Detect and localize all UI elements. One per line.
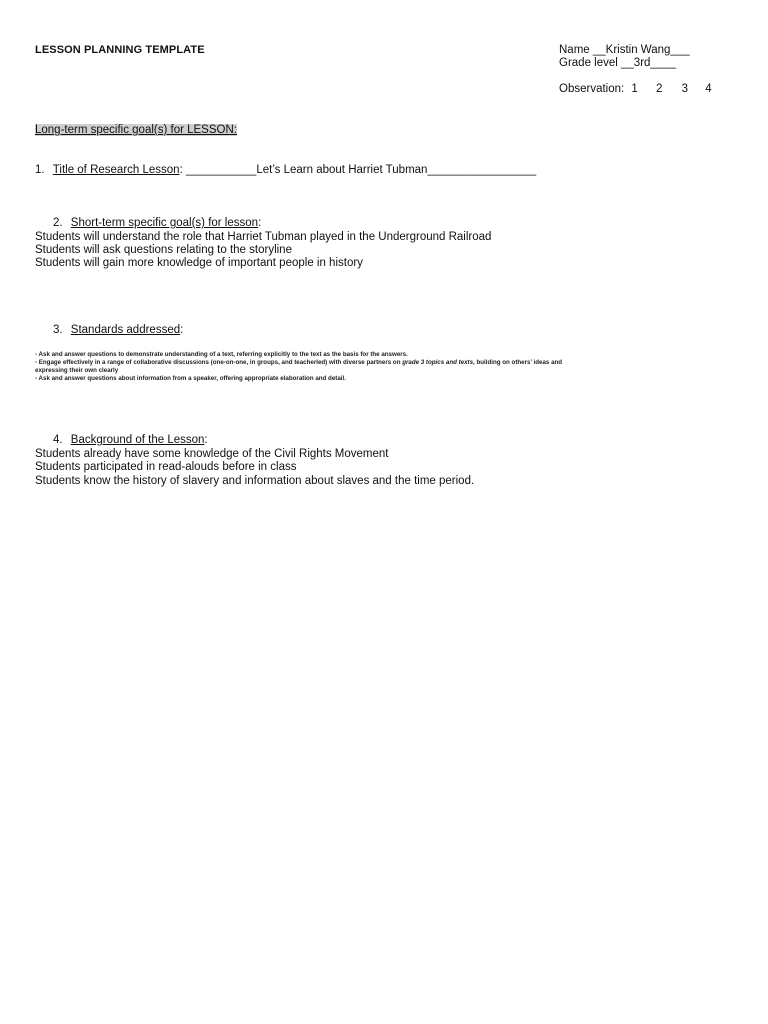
observation-option-4: 4 — [705, 83, 712, 95]
observation-option-1: 1 — [631, 83, 638, 95]
long-term-goal-heading-text: Long-term specific goal(s) for LESSON: — [35, 124, 237, 136]
standard-2-text-a: - Engage effectively in a range of collaborative discussions (one-on-one, in groups, and teacherled) with diverse partners on — [35, 359, 403, 366]
section-3-colon: : — [180, 324, 184, 336]
name-line: Name __Kristin Wang___ — [559, 44, 690, 56]
observation-label: Observation: — [559, 83, 625, 95]
standard-1: - Ask and answer questions to demonstrate understanding of a text, referring explicitly to the text as the basis for the answers. — [35, 351, 408, 358]
section-2-line-3: Students will gain more knowledge of important people in history — [35, 257, 363, 269]
section-4-line-2: Students participated in read-alouds before in class — [35, 461, 297, 473]
section-2-line-1: Students will understand the role that Harriet Tubman played in the Underground Railroad — [35, 231, 492, 243]
section-4-number: 4. — [53, 434, 63, 446]
document-title: LESSON PLANNING TEMPLATE — [35, 44, 205, 56]
section-2-line-2: Students will ask questions relating to the storyline — [35, 244, 292, 256]
section-2-label: Short-term specific goal(s) for lesson — [70, 217, 259, 229]
section-2-number: 2. — [53, 217, 63, 229]
section-2-colon: : — [258, 217, 262, 229]
observation-option-3: 3 — [681, 83, 689, 95]
long-term-goal-heading — [35, 124, 237, 136]
standard-2-text-b: , building on others’ ideas and — [473, 359, 563, 366]
section-4-label: Background of the Lesson — [70, 434, 205, 446]
observation-line — [559, 83, 712, 95]
section-4-line-1: Students already have some knowledge of the Civil Rights Movement — [35, 448, 389, 460]
section-1-label: Title of Research Lesson — [52, 164, 180, 176]
standard-3: - Ask and answer questions about information from a speaker, offering appropriate elaboration and detail. — [35, 375, 346, 382]
section-4-line-3: Students know the history of slavery and information about slaves and the time period. — [35, 475, 475, 487]
standard-2-continued: expressing their own clearly — [35, 367, 119, 374]
section-4-heading — [53, 434, 208, 446]
standard-2-italic: grade 3 topics and texts — [402, 359, 474, 366]
section-3-number: 3. — [53, 324, 63, 336]
section-3-label: Standards addressed — [70, 324, 181, 336]
section-2-heading — [53, 217, 261, 229]
section-1-number: 1. — [35, 164, 45, 176]
section-3-heading — [53, 324, 183, 336]
section-4-colon: : — [204, 434, 208, 446]
section-1-title-of-research-lesson — [35, 164, 536, 176]
grade-level-line: Grade level __3rd____ — [559, 57, 676, 69]
observation-option-2: 2 — [656, 83, 663, 95]
section-1-colon: : — [179, 164, 183, 176]
section-1-value: ___________Let’s Learn about Harriet Tubman_________________ — [182, 164, 537, 176]
standard-2 — [35, 359, 562, 366]
